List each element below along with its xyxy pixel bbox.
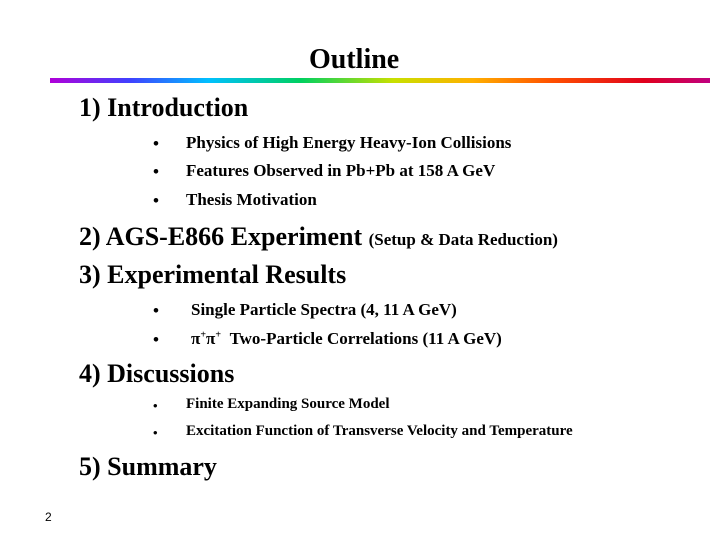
- pion-symbol: π: [191, 329, 201, 348]
- section-1-item-1: Physics of High Energy Heavy-Ion Collisions: [186, 133, 512, 152]
- bullet-icon: •: [153, 425, 158, 440]
- plus-superscript: +: [200, 329, 207, 341]
- section-5-heading: 5) Summary: [79, 452, 217, 481]
- bullet-icon: •: [153, 134, 159, 153]
- section-3-item-2: [191, 329, 502, 349]
- bullet-icon: •: [153, 330, 159, 349]
- section-2-label: 2) AGS-E866 Experiment: [79, 222, 363, 251]
- section-1-item-2: Features Observed in Pb+Pb at 158 A GeV: [186, 161, 496, 180]
- section-3-item-1: Single Particle Spectra (4, 11 A GeV): [191, 300, 457, 319]
- section-4-item-1: Finite Expanding Source Model: [186, 396, 390, 412]
- section-1-heading: 1) Introduction: [79, 93, 249, 122]
- section-1-item-3: Thesis Motivation: [186, 190, 317, 209]
- page-number: 2: [45, 510, 52, 524]
- bullet-icon: •: [153, 162, 159, 181]
- plus-superscript: +: [215, 329, 222, 341]
- section-4-heading: 4) Discussions: [79, 359, 235, 388]
- title-underline-rainbow: [50, 78, 710, 83]
- slide-title-text: Outline: [309, 44, 400, 75]
- bullet-icon: •: [153, 191, 159, 210]
- section-3-heading: 3) Experimental Results: [79, 260, 347, 289]
- bullet-icon: •: [153, 301, 159, 320]
- pion-symbol: π: [206, 329, 216, 348]
- bullet-icon: •: [153, 398, 158, 413]
- section-2-note: (Setup & Data Reduction): [368, 230, 558, 249]
- section-2-heading: [79, 222, 558, 252]
- section-4-item-2: Excitation Function of Transverse Velocity and Temperature: [186, 423, 573, 439]
- correlations-text: Two-Particle Correlations (11 A GeV): [229, 329, 502, 348]
